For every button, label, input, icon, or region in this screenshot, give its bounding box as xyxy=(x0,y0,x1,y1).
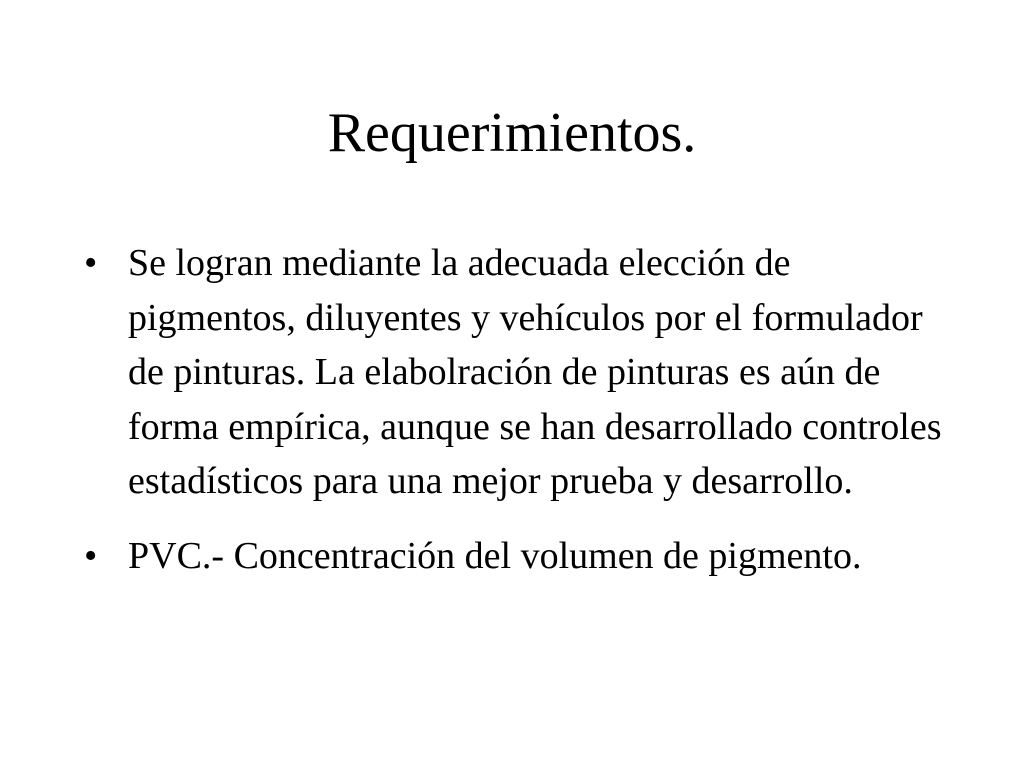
bullet-list xyxy=(84,236,944,603)
slide-title: Requerimientos. xyxy=(327,102,697,164)
bullet-item xyxy=(84,529,944,584)
bullet-text: Se logran mediante la adecuada elección de pigmentos, diluyentes y vehículos por el formulador de pinturas. La elabolración de pinturas es aún de forma empírica, aunque se han desarrollado controles estadísticos para una mejor prueba y desarrollo. xyxy=(128,242,942,502)
bullet-text: PVC.- Concentración del volumen de pigmento. xyxy=(128,534,862,577)
bullet-item xyxy=(84,236,944,509)
bullet-marker: • xyxy=(84,534,98,577)
bullet-marker: • xyxy=(84,242,98,284)
